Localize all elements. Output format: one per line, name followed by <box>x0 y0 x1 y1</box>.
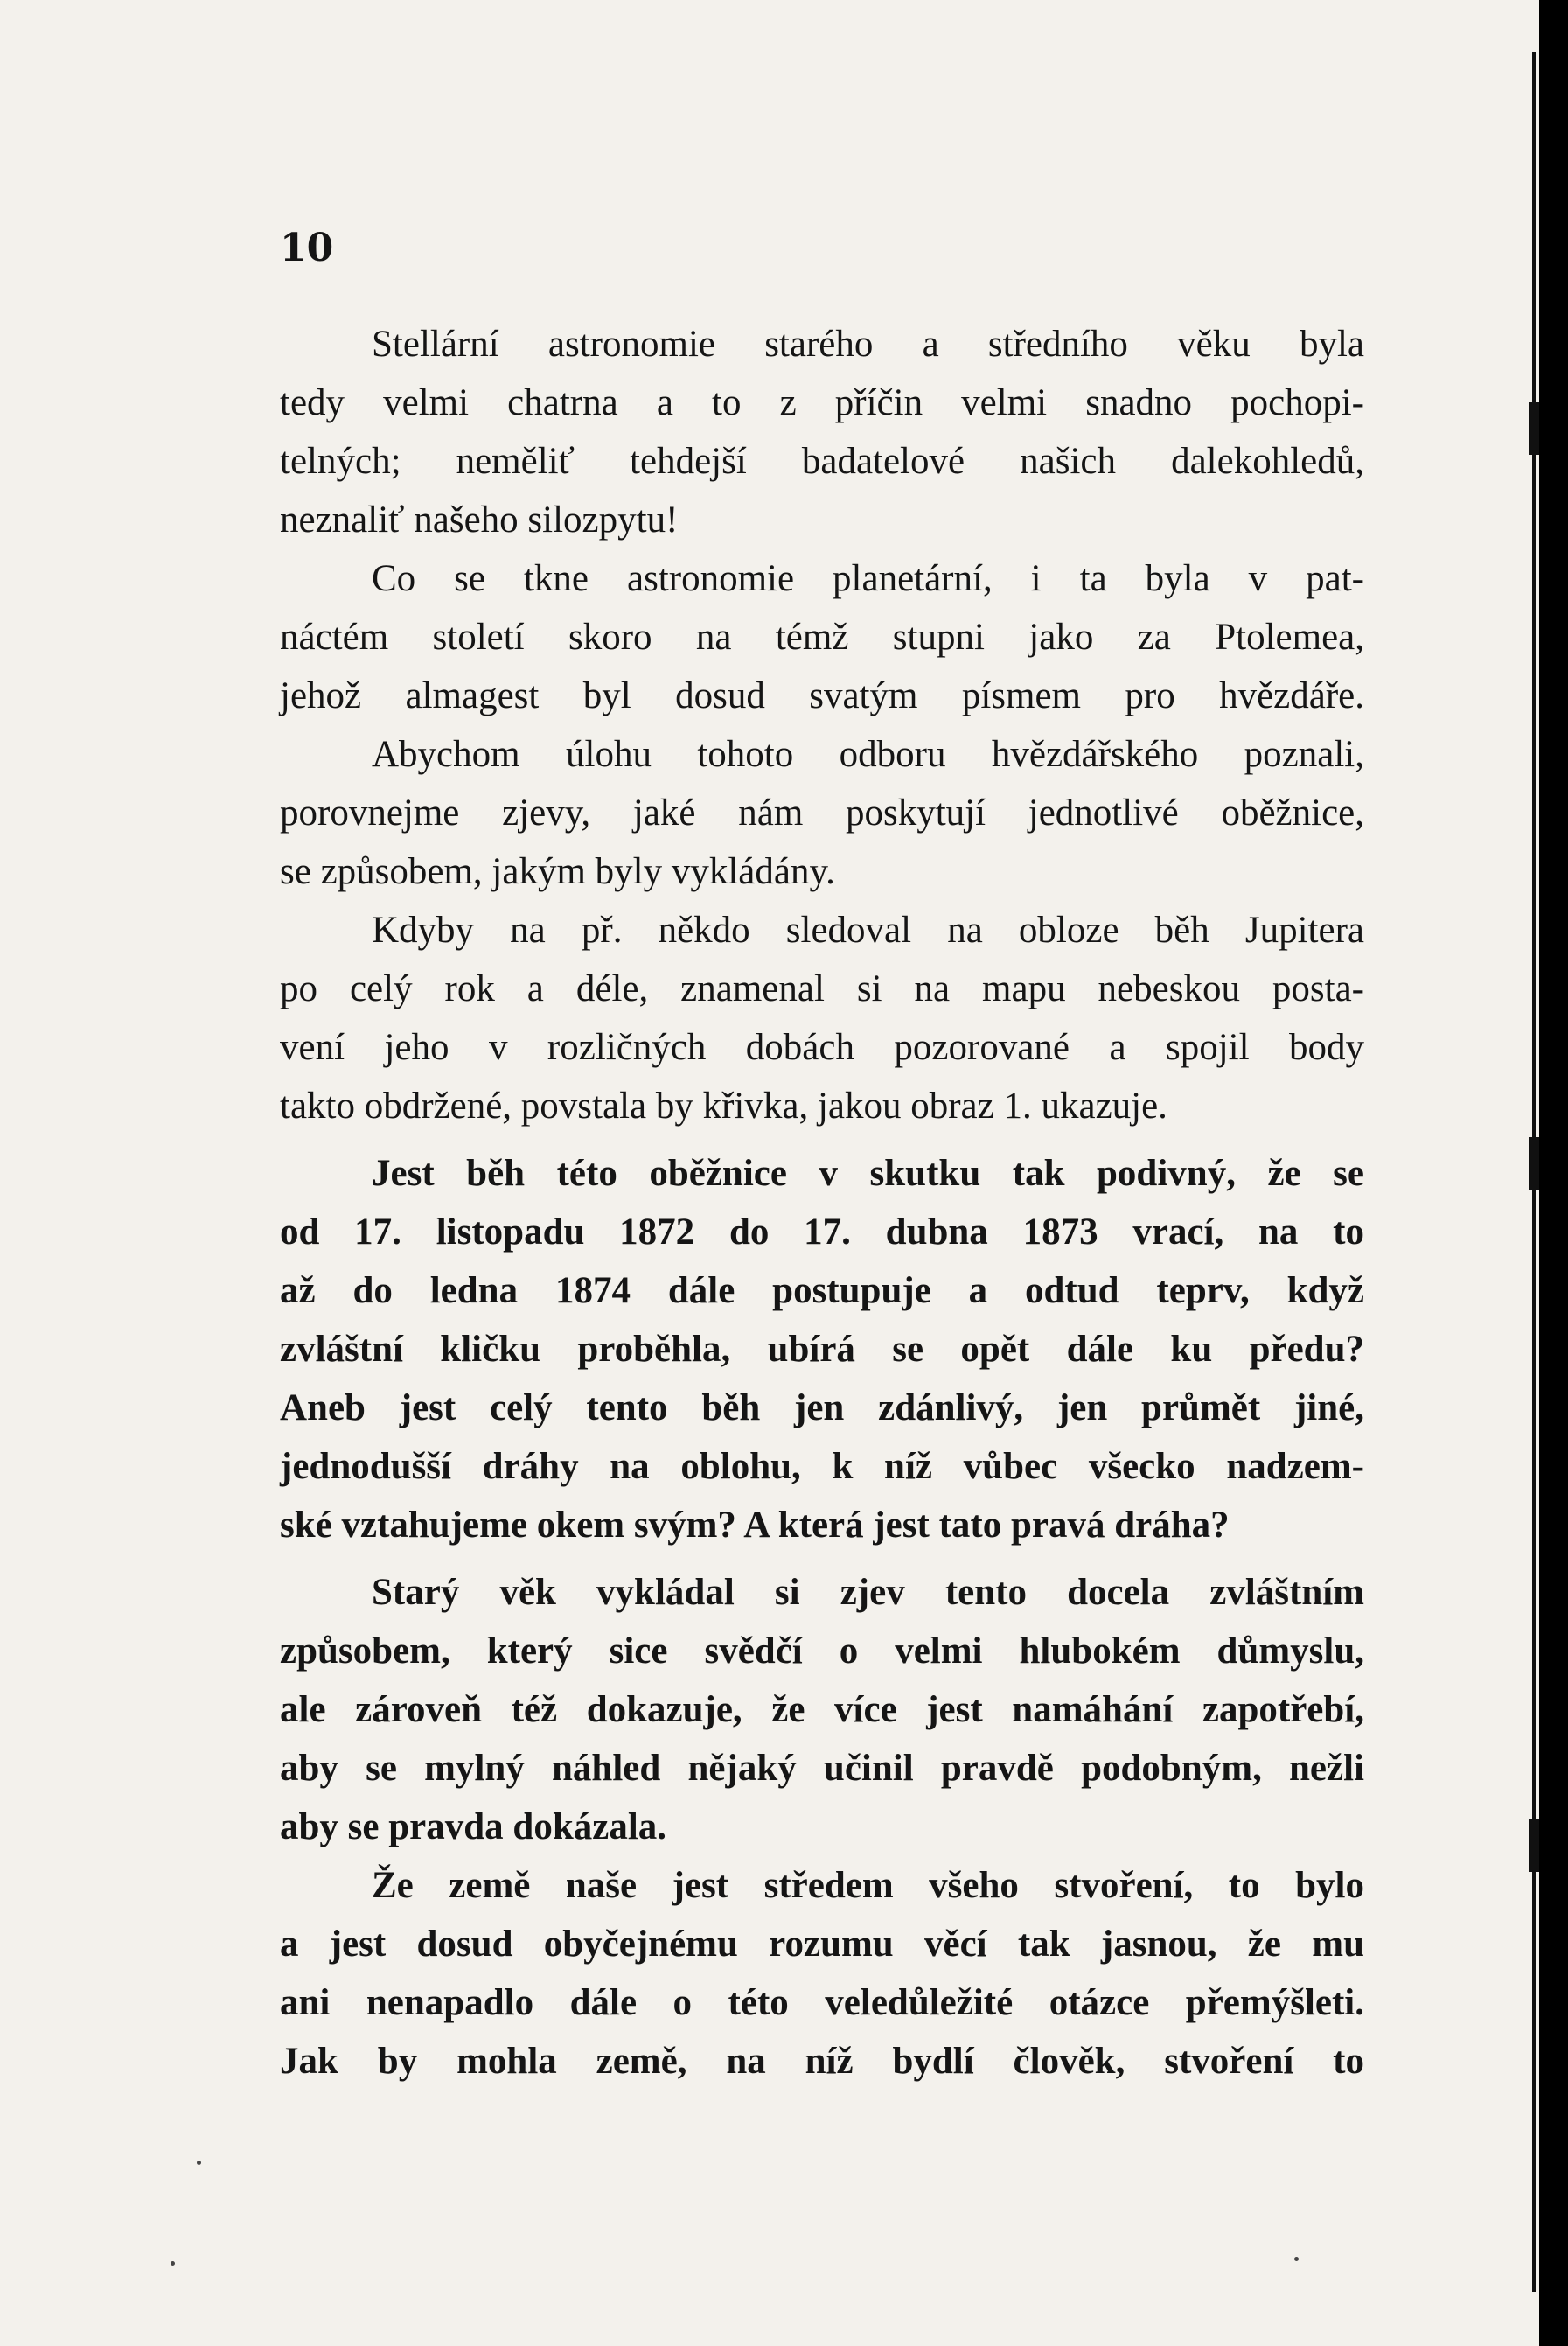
text-line: telných; neměliť tehdejší badatelové našich dalekohledů, <box>280 441 1364 482</box>
text-line: Starý věk vykládal si zjev tento docela zvláštním <box>372 1572 1364 1613</box>
paragraph <box>280 1144 1364 1554</box>
text-line: Jak by mohla země, na níž bydlí člověk, stvoření to <box>280 2041 1364 2082</box>
text-line: Stellární astronomie starého a středního věku byla <box>372 324 1364 365</box>
paragraph <box>280 1563 1364 1856</box>
text-line: tedy velmi chatrna a to z příčin velmi snadno pochopi- <box>280 382 1364 423</box>
text-line: náctém století skoro na témž stupni jako za Ptolemea, <box>280 617 1364 658</box>
paragraph <box>280 315 1364 549</box>
binding-mark <box>1529 1137 1539 1190</box>
text-line: se způsobem, jakým byly vykládány. <box>280 851 835 892</box>
text-line: Co se tkne astronomie planetární, i ta byla v pat- <box>372 558 1364 599</box>
scan-speck <box>171 2261 175 2266</box>
binding-mark <box>1529 1819 1539 1872</box>
text-line: od 17. listopadu 1872 do 17. dubna 1873 vrací, na to <box>280 1211 1364 1253</box>
text-line: způsobem, který sice svědčí o velmi hlubokém důmyslu, <box>280 1630 1364 1672</box>
binding-mark <box>1529 402 1539 455</box>
text-line: aby se mylný náhled nějaký učinil pravdě podobným, nežli <box>280 1748 1364 1789</box>
text-line: až do ledna 1874 dále postupuje a odtud teprv, když <box>280 1270 1364 1311</box>
scan-speck <box>197 2161 201 2165</box>
text-line: vení jeho v rozličných dobách pozorované a spojil body <box>280 1027 1364 1068</box>
text-line: po celý rok a déle, znamenal si na mapu nebeskou posta- <box>280 968 1364 1009</box>
body-text <box>280 315 1364 2091</box>
paragraph <box>280 549 1364 901</box>
text-line: Že země naše jest středem všeho stvoření, to bylo <box>372 1865 1364 1906</box>
text-line: jehož almagest byl dosud svatým písmem pro hvězdáře. <box>280 675 1364 716</box>
paragraph <box>280 1856 1364 2091</box>
text-line: ale zároveň též dokazuje, že více jest namáhání zapotřebí, <box>280 1689 1364 1730</box>
text-line: Aneb jest celý tento běh jen zdánlivý, jen průmět jiné, <box>280 1387 1364 1428</box>
text-line: Jest běh této oběžnice v skutku tak podivný, že se <box>372 1153 1364 1194</box>
text-line: ské vztahujeme okem svým? A která jest tato pravá dráha? <box>280 1505 1230 1546</box>
text-line: Abychom úlohu tohoto odboru hvězdářského poznali, <box>372 734 1364 775</box>
scan-edge <box>1539 0 1568 2346</box>
text-line: a jest dosud obyčejnému rozumu věcí tak jasnou, že mu <box>280 1924 1364 1965</box>
text-line: takto obdržené, povstala by křivka, jakou obraz 1. ukazuje. <box>280 1086 1167 1127</box>
paragraph <box>280 901 1364 1135</box>
text-line: zvláštní kličku proběhla, ubírá se opět dále ku předu? <box>280 1329 1364 1370</box>
text-line: jednodušší dráhy na oblohu, k níž vůbec všecko nadzem- <box>280 1446 1364 1487</box>
scan-speck <box>1294 2257 1299 2261</box>
text-line: ani nenapadlo dále o této veledůležité otázce přemýšleti. <box>280 1982 1364 2023</box>
text-line: neznaliť našeho silozpytu! <box>280 499 679 541</box>
text-line: porovnejme zjevy, jaké nám poskytují jednotlivé oběžnice, <box>280 792 1364 834</box>
page-number: 10 <box>280 226 334 270</box>
text-line: aby se pravda dokázala. <box>280 1806 667 1847</box>
text-line: Kdyby na př. někdo sledoval na obloze běh Jupitera <box>372 910 1364 951</box>
